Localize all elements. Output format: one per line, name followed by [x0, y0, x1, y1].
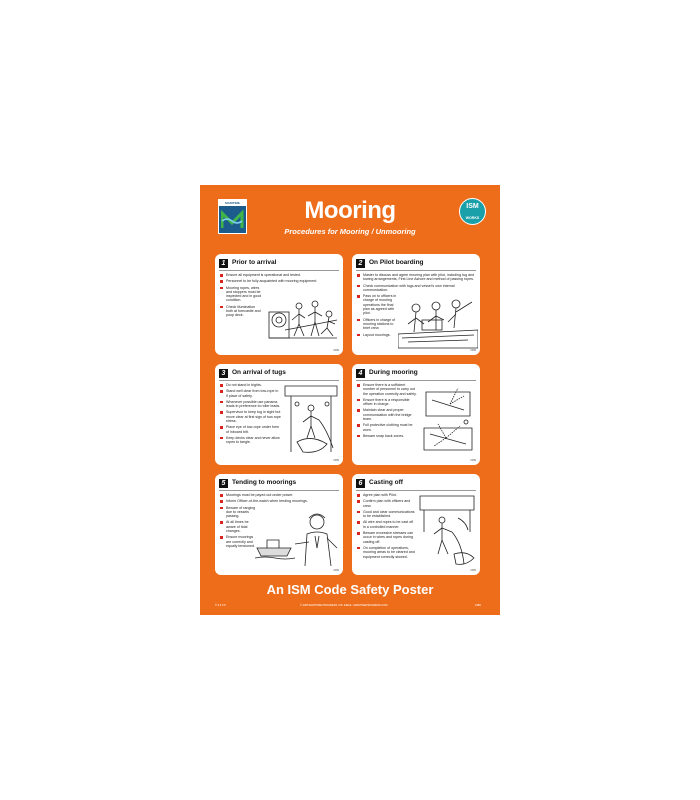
- list-item: Check communication with tugs and vessel's own internal communication.: [356, 284, 478, 293]
- list-item: Supervisor to keep tug in sight but move clear at first sign of tow-rope stress.: [219, 410, 281, 423]
- step-number: 1: [219, 259, 228, 268]
- footer-code: 2389: [475, 604, 481, 607]
- list-item: Confirm plan with officers and crew.: [356, 499, 416, 508]
- panel-casting-off: [352, 474, 480, 575]
- panel-title: Tending to moorings: [232, 479, 297, 486]
- panel-tending-to-moorings: [215, 474, 343, 575]
- tug-towline-illustration: [283, 382, 339, 458]
- list-item: Personnel to be fully acquainted with mooring equipment.: [219, 279, 341, 283]
- list-item: Mooring ropes, wires and stoppers must be inspected and in good condition.: [219, 286, 262, 303]
- list-item: Keep decks clear and never allow ropes to tangle.: [219, 436, 281, 445]
- list-item: Maintain clear and proper communication with the bridge team.: [356, 408, 418, 421]
- list-item: Officers in charge of mooring stations to brief crew.: [356, 318, 397, 331]
- list-item: On completion of operations, mooring areas to be cleared and equipment correctly stowed.: [356, 546, 416, 559]
- footer-fine-print-left: © 2 0 0 5: [215, 604, 226, 607]
- winch-crew-illustration: [267, 290, 339, 348]
- bullet-list: [356, 493, 416, 561]
- list-item: Layout moorings.: [356, 333, 397, 337]
- panel-title: On Pilot boarding: [369, 259, 424, 266]
- panel-title: Prior to arrival: [232, 259, 277, 266]
- footer-copyright: © 2005 MARITIME PROGRESS LTD. EMAIL: MARITIMEPROGRESS.COM: [300, 604, 388, 607]
- divider: [219, 490, 339, 491]
- bullet-list: [219, 383, 281, 447]
- casting-off-illustration: [418, 492, 476, 568]
- ship-and-officer-illustration: [255, 508, 339, 568]
- panel-on-arrival-of-tugs: [215, 364, 343, 465]
- divider: [219, 270, 339, 271]
- safety-poster: [200, 185, 500, 615]
- list-item: Check illumination both at forecastle and poop deck.: [219, 305, 262, 318]
- panel-title: On arrival of tugs: [232, 369, 286, 376]
- list-item: Full protective clothing must be worn.: [356, 423, 418, 432]
- panel-during-mooring: [352, 364, 480, 465]
- list-item: Ensure there is a sufficient number of personnel to carry out the operation correctly and safely.: [356, 383, 418, 396]
- panel-on-pilot-boarding: [352, 254, 480, 355]
- list-item: Beware snap back zones.: [356, 434, 418, 438]
- poster-code: 2389: [333, 459, 339, 462]
- step-number: 2: [356, 259, 365, 268]
- list-item: Do not stand in bights.: [219, 383, 281, 387]
- poster-code: 2389: [333, 349, 339, 352]
- list-item: Good and clear communications to be established.: [356, 510, 416, 519]
- list-item: Stand well clear from tow-rope in if place of safety.: [219, 389, 281, 398]
- footer-title: An ISM Code Safety Poster: [266, 582, 434, 597]
- poster-code: 2389: [333, 569, 339, 572]
- poster-code: 2389: [470, 349, 476, 352]
- divider: [356, 380, 476, 381]
- list-item: Pass on to officers in charge of mooring operations the final plan as agreed with pilot.: [356, 294, 397, 315]
- divider: [219, 380, 339, 381]
- step-number: 6: [356, 479, 365, 488]
- list-item: Agree plan with Pilot.: [356, 493, 416, 497]
- list-item: Ensure all equipment is operational and tested.: [219, 273, 341, 277]
- poster-code: 2389: [470, 569, 476, 572]
- list-item: Ensure there is a responsible officer in charge.: [356, 398, 418, 407]
- panel-title: Casting off: [369, 479, 403, 486]
- panel-title: During mooring: [369, 369, 418, 376]
- list-item: Place eye of tow-rope under form of inboard bitt.: [219, 425, 281, 434]
- list-item: Beware of ranging due to vessels passing.: [219, 506, 262, 519]
- maritime-progress-logo: MARITIME PROGRESS: [218, 199, 247, 234]
- list-item: All wire and ropes to be cast off in a controlled manner.: [356, 520, 416, 529]
- list-item: Moorings must be payed out under power.: [219, 493, 341, 497]
- step-number: 3: [219, 369, 228, 378]
- bridge-officers-illustration: [398, 294, 478, 349]
- list-item: Ensure moorings are correctly and equally tensioned.: [219, 535, 256, 548]
- list-item: At all times be aware of tidal changes.: [219, 520, 252, 533]
- bullet-list: [356, 383, 418, 440]
- divider: [356, 490, 476, 491]
- poster-code: 2389: [470, 459, 476, 462]
- step-number: 4: [356, 369, 365, 378]
- snap-back-zone-illustration: [420, 382, 476, 458]
- panel-prior-to-arrival: [215, 254, 343, 355]
- step-number: 5: [219, 479, 228, 488]
- poster-subtitle: Procedures for Mooring / Unmooring: [284, 227, 416, 236]
- poster-title: Mooring: [304, 197, 396, 224]
- list-item: Master to discuss and agree mooring plan with pilot, including tug and towing arrangements, First Line Ashore and method of passing ropes.: [356, 273, 478, 282]
- list-item: Whenever possible use panama leads in preference to roller leads.: [219, 400, 281, 409]
- list-item: Beware excessive stresses can occur in wires and ropes during casting off.: [356, 531, 416, 544]
- divider: [356, 270, 476, 271]
- list-item: Inform Officer-of-the-watch when tending moorings.: [219, 499, 341, 503]
- ism-works-badge: ISM WORKS: [459, 198, 486, 225]
